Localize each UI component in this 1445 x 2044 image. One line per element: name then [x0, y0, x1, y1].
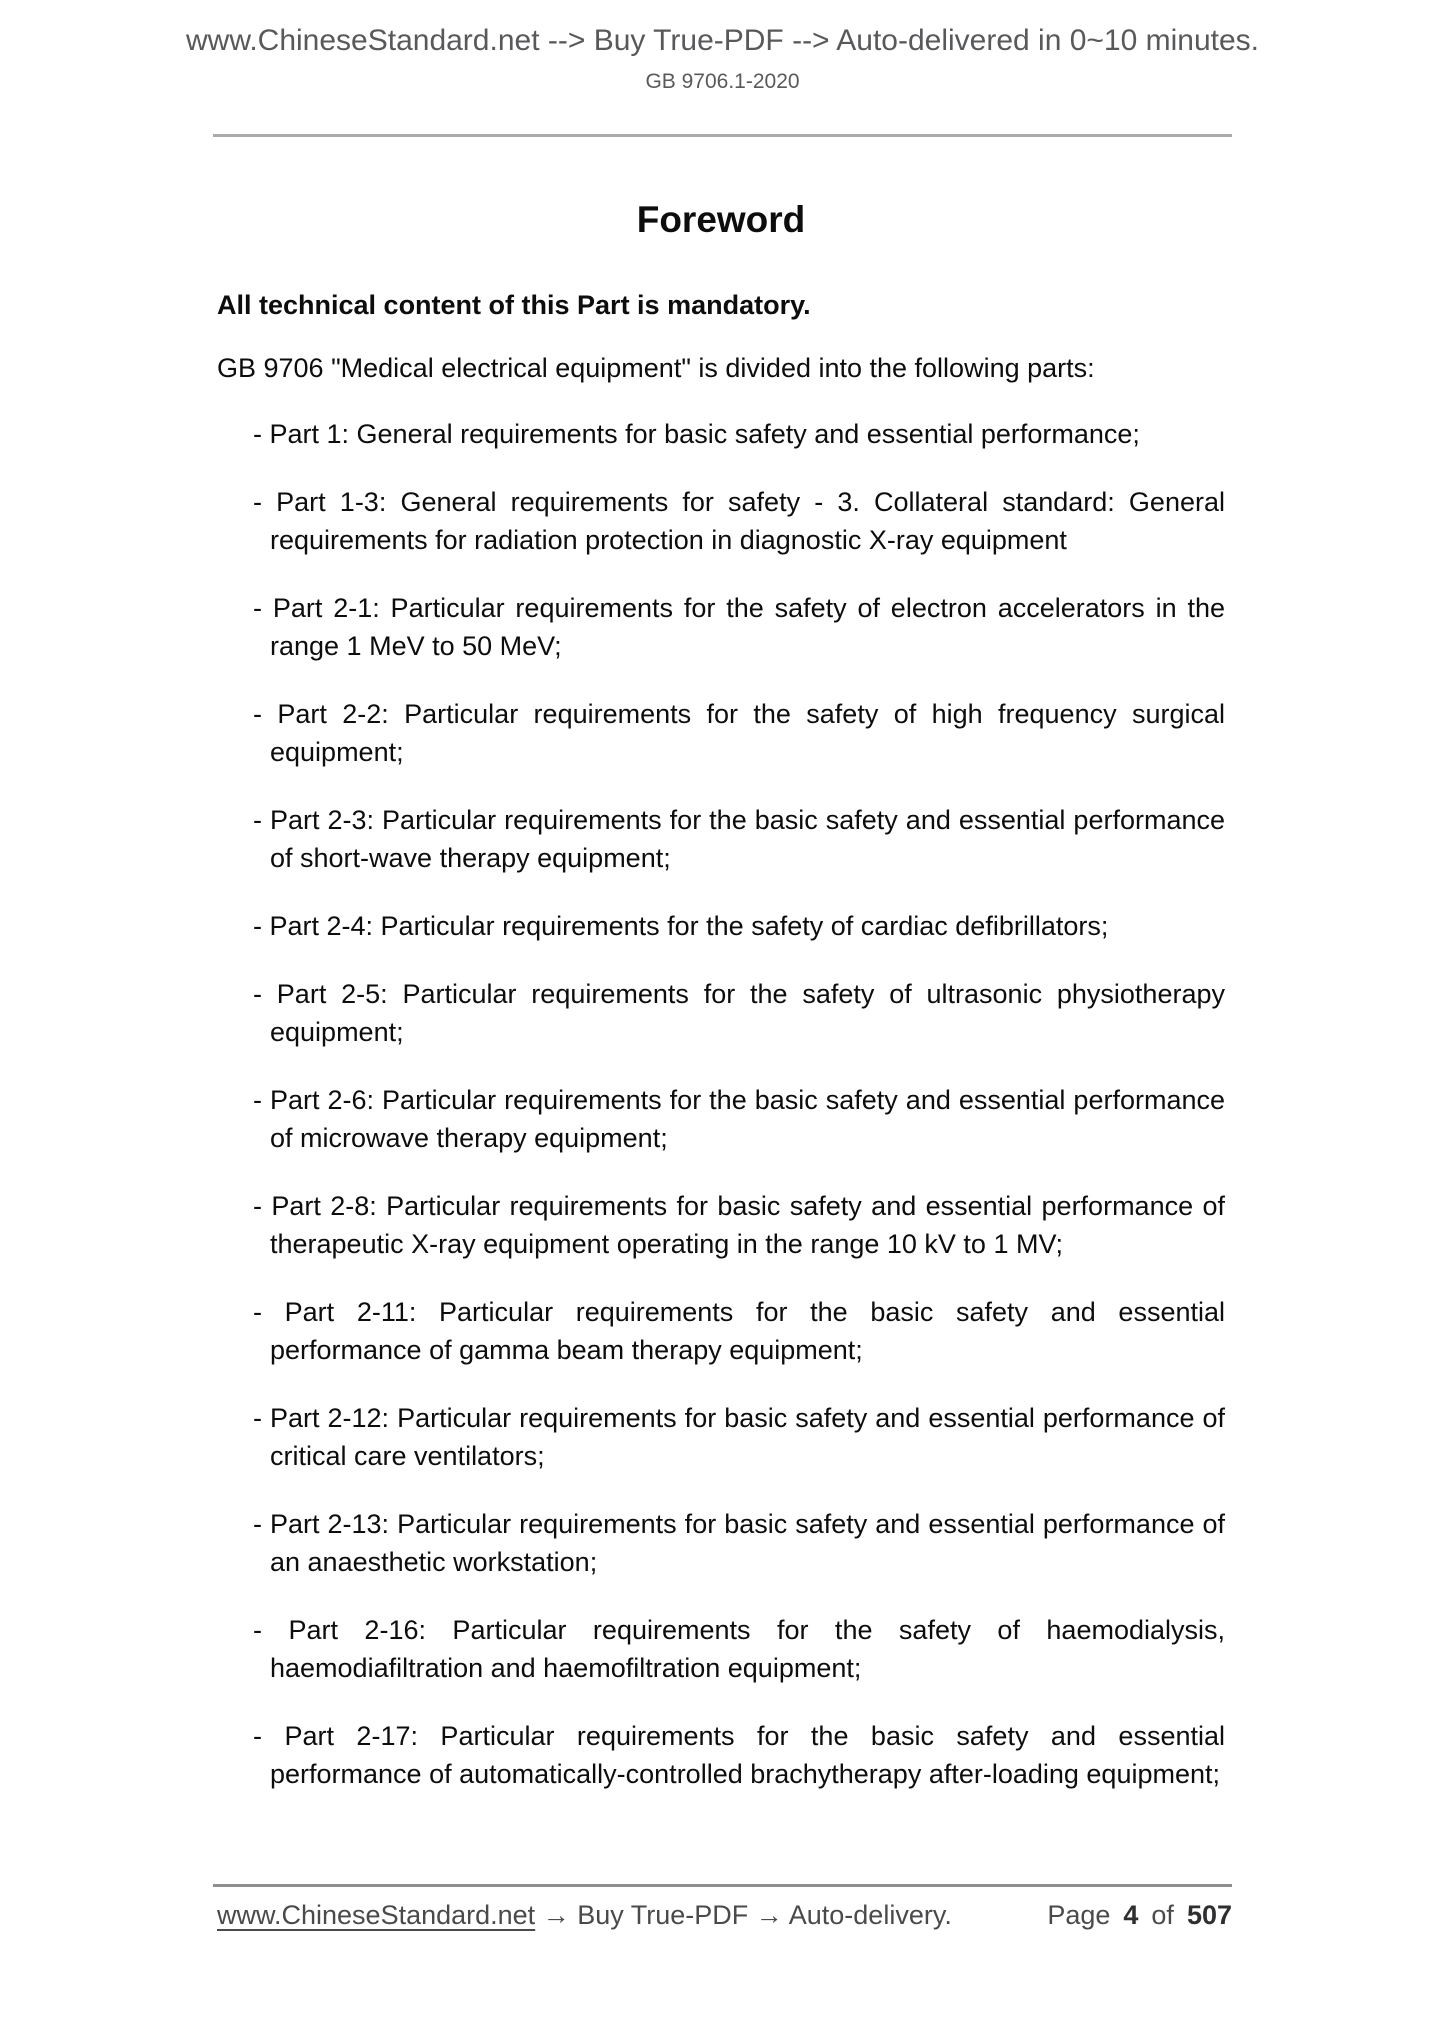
list-item-part-2-1: - Part 2-1: Particular requirements for the safety of electron accelerators in the range 1 MeV to 50 MeV;: [253, 593, 1225, 661]
division-statement: GB 9706 "Medical electrical equipment" is divided into the following parts:: [217, 353, 1095, 383]
list-item-part-2-16: - Part 2-16: Particular requirements for the safety of haemodialysis, haemodiafiltration and haemofiltration equipment;: [253, 1615, 1225, 1683]
list-item-part-2-11: - Part 2-11: Particular requirements for the basic safety and essential performance of gamma beam therapy equipment;: [253, 1297, 1225, 1365]
footer: [217, 1897, 1232, 1933]
footer-of-label: of: [1151, 1900, 1174, 1930]
parts-list: [217, 415, 1225, 1793]
footer-site-link[interactable]: www.ChineseStandard.net: [217, 1900, 536, 1930]
list-item-part-2-2: - Part 2-2: Particular requirements for the safety of high frequency surgical equipment;: [253, 699, 1225, 767]
footer-page-label: Page: [1047, 1900, 1111, 1930]
page-title: Foreword: [636, 199, 806, 240]
list-item-part-2-5: - Part 2-5: Particular requirements for the safety of ultrasonic physiotherapy equipment;: [253, 979, 1225, 1047]
list-item-part-2-6: - Part 2-6: Particular requirements for the basic safety and essential performance of microwave therapy equipment;: [253, 1085, 1225, 1153]
footer-left: [217, 1897, 952, 1933]
footer-page-number: 4: [1123, 1900, 1139, 1930]
list-item-part-2-3: - Part 2-3: Particular requirements for the basic safety and essential performance of short-wave therapy equipment;: [253, 805, 1225, 873]
list-item-part-1-3: - Part 1-3: General requirements for safety - 3. Collateral standard: General requirements for radiation protection in diagnostic X-ray equipment: [253, 487, 1225, 555]
header-doc-code: GB 9706.1-2020: [645, 70, 800, 93]
footer-tagline: → Buy True-PDF → Auto-delivery.: [542, 1900, 952, 1930]
footer-page-indicator: [1047, 1897, 1232, 1933]
list-item-part-2-8: - Part 2-8: Particular requirements for basic safety and essential performance of therapeutic X-ray equipment operating in the range 10 kV to 1 MV;: [253, 1191, 1225, 1259]
header-banner: www.ChineseStandard.net --> Buy True-PDF --> Auto-delivered in 0~10 minutes.: [185, 24, 1260, 57]
header-divider: [213, 134, 1232, 137]
list-item-part-1: - Part 1: General requirements for basic safety and essential performance;: [253, 419, 1140, 449]
list-item-part-2-17: - Part 2-17: Particular requirements for the basic safety and essential performance of automatically-controlled brachytherapy after-loading equipment;: [253, 1721, 1225, 1789]
footer-divider: [213, 1884, 1232, 1887]
list-item-part-2-13: - Part 2-13: Particular requirements for basic safety and essential performance of an anaesthetic workstation;: [253, 1509, 1225, 1577]
list-item-part-2-4: - Part 2-4: Particular requirements for the safety of cardiac defibrillators;: [253, 911, 1109, 941]
document-content: [217, 198, 1225, 1793]
footer-total-pages: 507: [1186, 1900, 1232, 1930]
list-item-part-2-12: - Part 2-12: Particular requirements for basic safety and essential performance of critical care ventilators;: [253, 1403, 1225, 1471]
mandatory-note: All technical content of this Part is mandatory.: [217, 290, 811, 320]
